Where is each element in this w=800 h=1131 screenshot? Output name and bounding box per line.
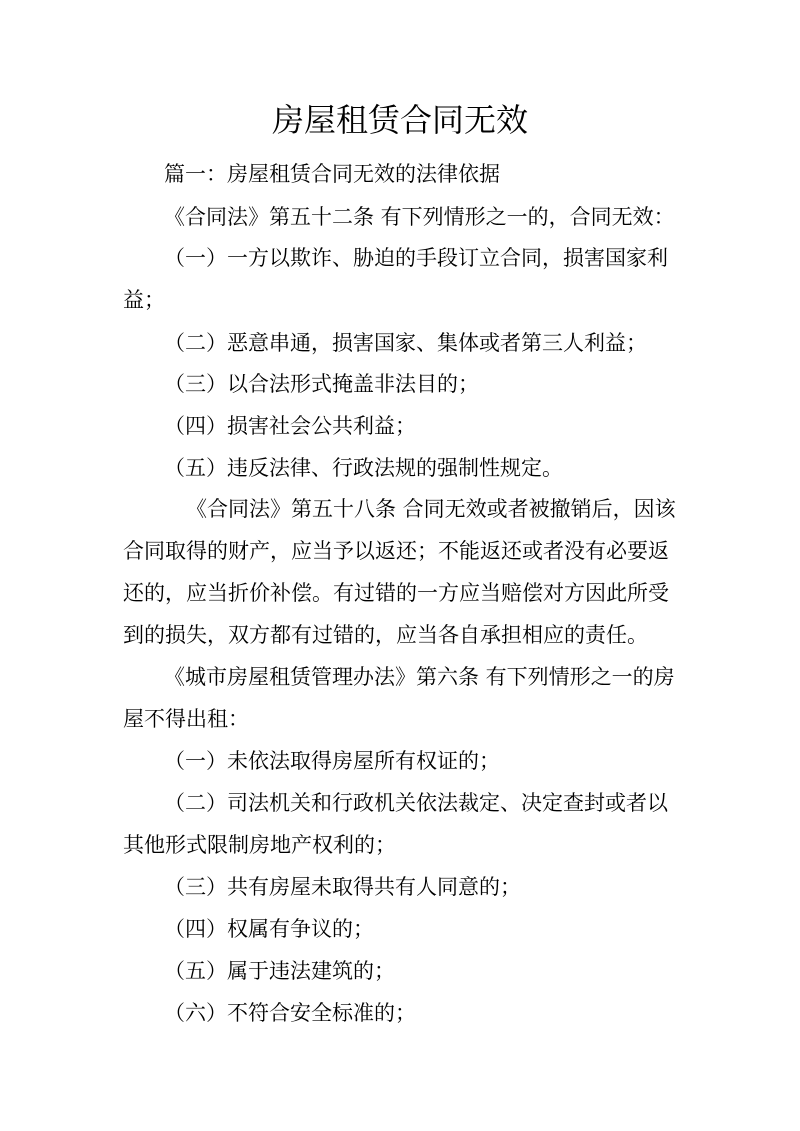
text-line: 其他形式限制房地产权利的； bbox=[123, 833, 396, 857]
text-line: 益； bbox=[123, 288, 165, 312]
text-line: 还的，应当折价补偿。有过错的一方应当赔偿对方因此所受 bbox=[123, 581, 669, 605]
list-item: （二）恶意串通，损害国家、集体或者第三人利益； bbox=[164, 331, 647, 355]
text-line: 《合同法》第五十八条 合同无效或者被撤销后，因该 bbox=[186, 497, 676, 521]
list-item: （二）司法机关和行政机关依法裁定、决定查封或者以 bbox=[164, 791, 668, 815]
text-line: 《合同法》第五十二条 有下列情形之一的，合同无效： bbox=[164, 205, 675, 229]
list-item: （四）损害社会公共利益； bbox=[164, 414, 416, 438]
list-item: （五）属于违法建筑的； bbox=[164, 959, 395, 983]
list-item: （四）权属有争议的； bbox=[164, 917, 374, 941]
text-line: 合同取得的财产，应当予以返还；不能返还或者没有必要返 bbox=[123, 539, 669, 563]
document-title: 房屋租赁合同无效 bbox=[271, 101, 528, 139]
list-item: （一）一方以欺诈、胁迫的手段订立合同，损害国家利 bbox=[164, 246, 668, 270]
list-item: （一）未依法取得房屋所有权证的； bbox=[164, 749, 500, 773]
text-line: 《城市房屋租赁管理办法》第六条 有下列情形之一的房 bbox=[164, 665, 675, 689]
list-item: （五）违反法律、行政法规的强制性规定。 bbox=[164, 456, 563, 480]
text-line: 到的损失，双方都有过错的，应当各自承担相应的责任。 bbox=[123, 623, 648, 647]
section-heading: 篇一：房屋租赁合同无效的法律依据 bbox=[164, 162, 500, 186]
list-item: （六）不符合安全标准的； bbox=[164, 1001, 416, 1025]
list-item: （三）以合法形式掩盖非法目的； bbox=[164, 372, 479, 396]
text-line: 屋不得出租： bbox=[123, 707, 249, 731]
list-item: （三）共有房屋未取得共有人同意的； bbox=[164, 875, 521, 899]
